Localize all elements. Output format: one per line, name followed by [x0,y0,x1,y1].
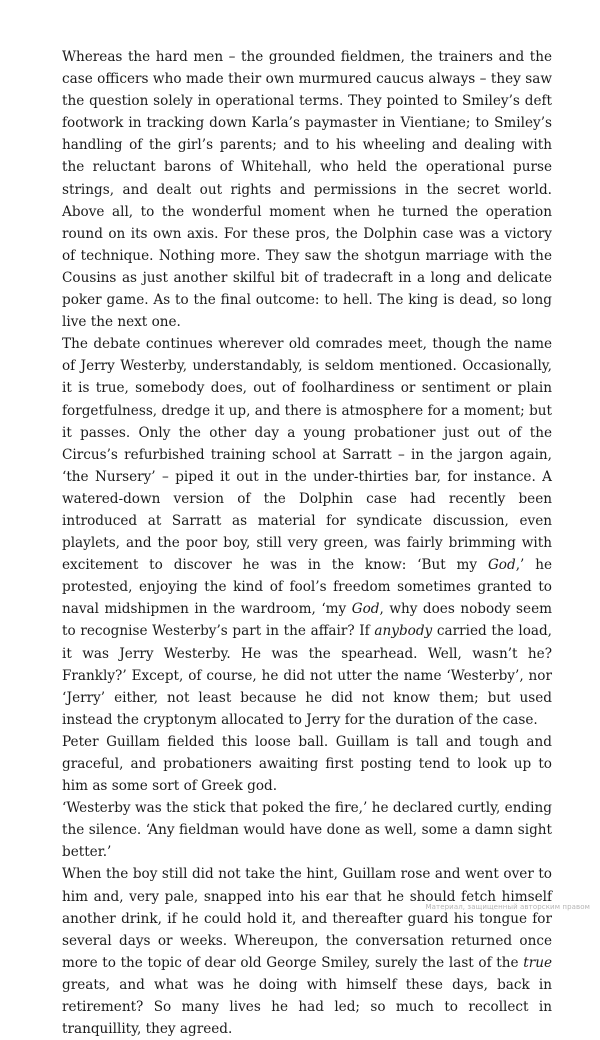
paragraph-2 [62,333,552,731]
paragraph-3-text: Peter Guillam fielded this loose ball. Guillam is tall and tough and graceful, and probationers awaiting first posting tend to look up to him as some sort of Greek god. [62,733,552,795]
copyright-watermark: Материал, защищенный авторским правом [425,903,590,911]
paragraph-1-text: Whereas the hard men – the grounded fieldmen, the trainers and the case officers who made their own murmured caucus always – they saw the question solely in operational terms. They pointed to Smiley’s deft footwork in tracking down Karla’s paymaster in Vientiane; to Smiley’s handling of the girl’s parents; and to his wheeling and dealing with the reluctant barons of Whitehall, who held the operational purse strings, and dealt out rights and permissions in the secret world. Above all, to the wonderful moment when he turned the operation round on its own axis. For these pros, the Dolphin case was a victory of technique. Nothing more. They saw the shotgun marriage with the Cousins as just another skilful bit of tradecraft in a long and delicate poker game. As to the final outcome: to hell. The king is dead, so long live the next one. [62,49,552,331]
page-body-text [62,46,552,1040]
paragraph-5-text-b: greats, and what was he doing with himself these days, back in retirement? So many lives he had led; so much to recollect in tranquillity, they agreed. [62,976,552,1038]
paragraph-2-italic-god-2: God [351,601,380,618]
paragraph-4 [62,797,552,863]
paragraph-4-text: ‘Westerby was the stick that poked the fire,’ he declared curtly, ending the silence. ‘Any fieldman would have done as well, some a damn sight better.’ [62,800,552,861]
paragraph-2-text-a: The debate continues wherever old comrades meet, though the name of Jerry Westerby, understandably, is seldom mentioned. Occasionally, it is true, somebody does, out of foolhardiness or sentiment or plain forgetfulness, dredge it up, and there is atmosphere for a moment; but it passes. Only the other day a young probationer just out of the Circus’s refurbished training school at Sarratt – in the jargon again, ‘the Nursery’ – piped it out in the under-thirties bar, for instance. A watered-down version of the Dolphin case had recently been introduced at Sarratt as material for syndicate discussion, even playlets, and the poor boy, still very green, was fairly brimming with excitement to discover he was in the know: ‘But my [62,336,552,574]
paragraph-5 [62,863,552,1040]
paragraph-2-text-c: , why does nobody seem to recognise Westerby’s part in the affair? If [62,601,553,640]
paragraph-2-italic-anybody: anybody [374,623,433,640]
paragraph-2-text-b: ,’ he protested, enjoying the kind of fool’s freedom sometimes granted to naval midshipmen in the wardroom, ‘my [62,557,553,618]
paragraph-2-italic-god-1: God [487,557,516,574]
paragraph-2-text-d: carried the load, it was Jerry Westerby. He was the spearhead. Well, wasn’t he? Frankly?’ Except, of course, he did not utter the name ‘Westerby’, nor ‘Jerry’ either, not least because he did not know them; but used instead the cryptonym allocated to Jerry for the duration of the case. [62,623,553,728]
paragraph-3 [62,731,552,797]
paragraph-5-text-a: When the boy still did not take the hint, Guillam rose and went over to him and, very pale, snapped into his ear that he should fetch himself another drink, if he could hold it, and thereafter guard his tongue for several days or weeks. Whereupon, the conversation returned once more to the topic of dear old George Smiley, surely the last of the [62,866,552,971]
paragraph-5-italic-true: true [523,954,552,971]
paragraph-1 [62,46,552,333]
